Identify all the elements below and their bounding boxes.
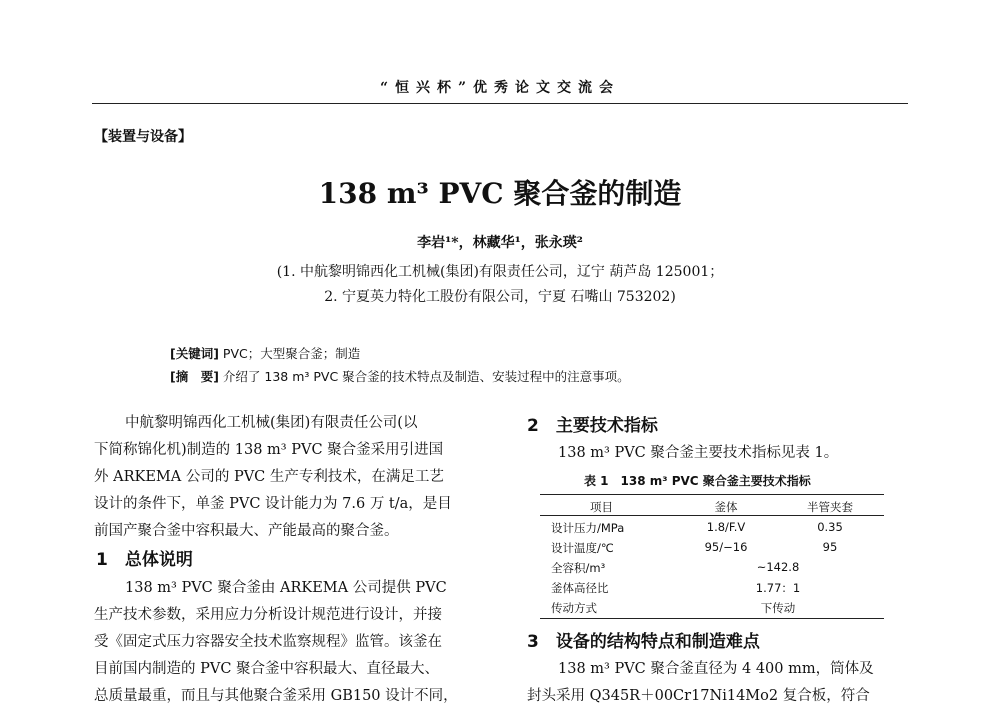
table-top-rule [540, 494, 884, 495]
section-1-line: 生产技术参数，采用应力分析设计规范进行设计，并接 [94, 607, 442, 623]
section-1-line: 目前国内制造的 PVC 聚合釜中容积最大、直径最大、 [94, 661, 440, 677]
table-header: 釜体 [714, 500, 738, 514]
section-1-line: 总质量最重，而且与其他聚合釜采用 GB150 设计不同， [94, 688, 458, 704]
header-rule [92, 103, 908, 104]
keywords-text: PVC；大型聚合釜；制造 [222, 346, 361, 361]
table-cell: 釜体高径比 [551, 581, 609, 595]
abstract [170, 367, 630, 385]
section-3-heading: 3 设备的结构特点和制造难点 [527, 632, 760, 652]
table-cell: 1.8/F.V [706, 520, 746, 534]
intro-line: 中航黎明锦西化工机械(集团)有限责任公司(以 [125, 415, 418, 431]
table-cell: 95 [822, 540, 838, 554]
paper-title: 138 m³ PVC 聚合釜的制造 [318, 177, 682, 210]
table-cell: 1.77：1 [755, 581, 801, 595]
table-bottom-rule [540, 618, 884, 619]
table-caption: 表 1 138 m³ PVC 聚合釜主要技术指标 [584, 474, 811, 488]
abstract-label: [摘 要] [170, 369, 219, 384]
table-header: 项目 [590, 500, 613, 514]
section-tag: 【装置与设备】 [94, 129, 192, 145]
table-header-rule [540, 515, 884, 516]
intro-line: 设计的条件下，单釜 PVC 设计能力为 7.6 万 t/a，是目 [94, 496, 452, 512]
abstract-text: 介绍了 138 m³ PVC 聚合釜的技术特点及制造、安装过程中的注意事项。 [222, 369, 630, 384]
intro-line: 下简称锦化机)制造的 138 m³ PVC 聚合釜采用引进国 [94, 442, 444, 458]
section-2-heading: 2 主要技术指标 [527, 416, 658, 436]
section-1-heading: 1 总体说明 [96, 550, 193, 570]
table-cell: ~142.8 [756, 560, 800, 574]
affiliation-1: (1. 中航黎明锦西化工机械(集团)有限责任公司，辽宁 葫芦岛 125001； [276, 264, 724, 280]
section-3-line: 138 m³ PVC 聚合釜直径为 4 400 mm，筒体及 [558, 661, 874, 677]
table-cell: 传动方式 [551, 601, 597, 615]
authors: 李岩¹*，林藏华¹，张永瑛² [417, 235, 583, 251]
table-header: 半管夹套 [807, 500, 853, 514]
table-cell: 全容积/m³ [551, 561, 606, 575]
table-cell: 设计温度/℃ [551, 541, 614, 555]
intro-line: 前国产聚合釜中容积最大、产能最高的聚合釜。 [94, 523, 399, 539]
table-cell: 0.35 [817, 520, 843, 534]
intro-line: 外 ARKEMA 公司的 PVC 生产专利技术，在满足工艺 [94, 469, 444, 485]
table-cell: 下传动 [760, 601, 796, 615]
section-1-line: 138 m³ PVC 聚合釜由 ARKEMA 公司提供 PVC [125, 580, 447, 596]
affiliation-2: 2. 宁夏英力特化工股份有限公司，宁夏 石嘴山 753202) [324, 289, 676, 305]
table-cell: 设计压力/MPa [551, 521, 625, 535]
section-2-line: 138 m³ PVC 聚合釜主要技术指标见表 1。 [558, 445, 839, 461]
keywords-label: [关键词] [170, 346, 219, 361]
keywords [170, 344, 360, 362]
table-cell: 95/−16 [704, 540, 748, 554]
section-1-line: 受《固定式压力容器安全技术监察规程》监管。该釜在 [94, 634, 442, 650]
section-3-line: 封头采用 Q345R＋00Cr17Ni14Mo2 复合板，符合 [527, 688, 870, 704]
running-header: “恒兴杯”优秀论文交流会 [379, 80, 621, 96]
